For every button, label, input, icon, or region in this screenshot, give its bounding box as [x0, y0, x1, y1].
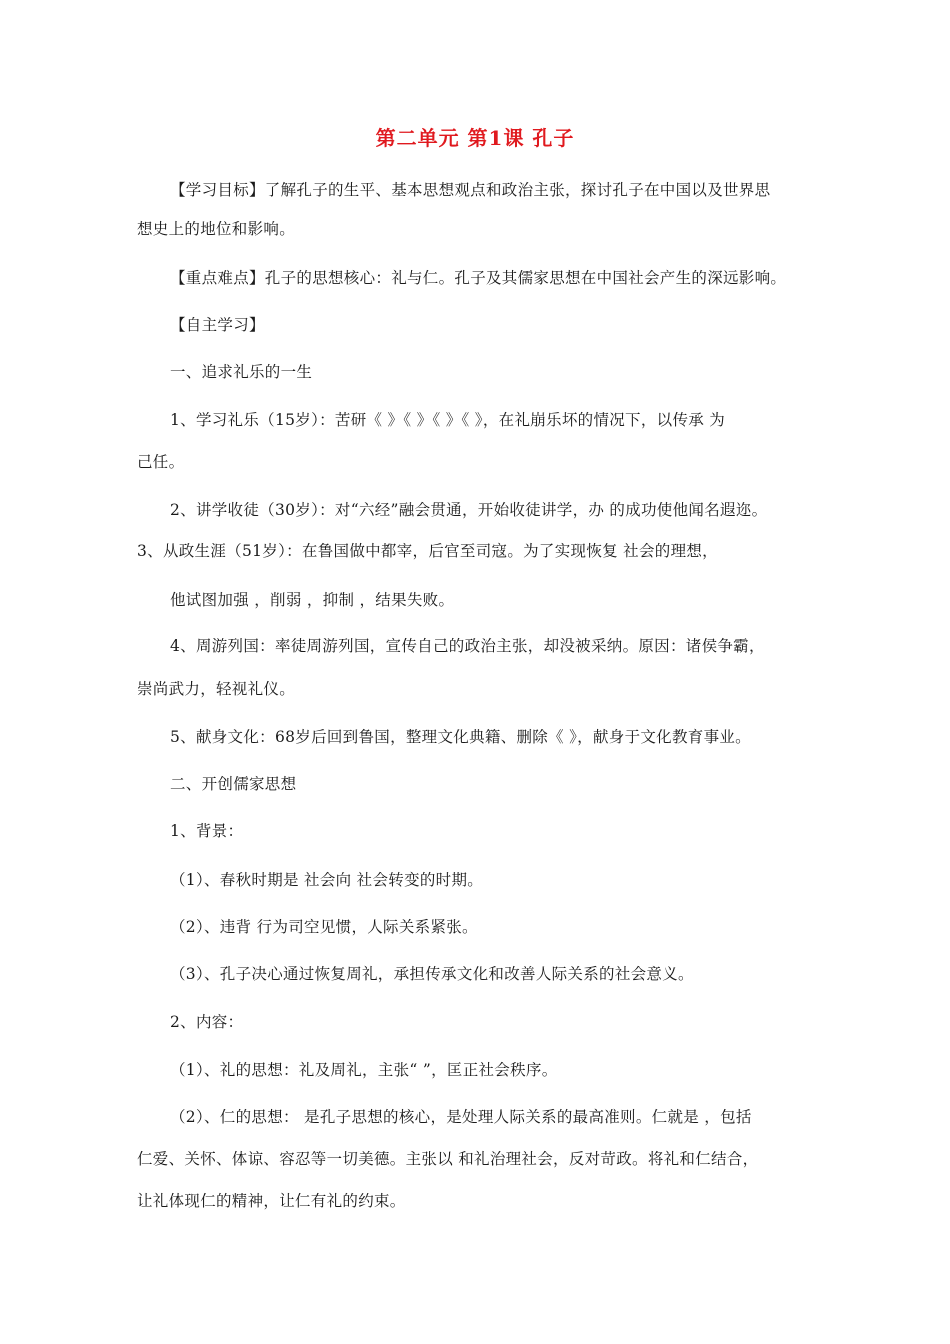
content-item-2-line-1: （2）、仁的思想： 是孔子思想的核心，是处理人际关系的最高准则。仁就是 ，包括: [170, 1108, 752, 1126]
learning-goals-line-1: 【学习目标】了解孔子的生平、基本思想观点和政治主张，探讨孔子在中国以及世界思: [170, 181, 771, 199]
item-3-line-1: 3、从政生涯（51岁）：在鲁国做中都宰，后官至司寇。为了实现恢复 社会的理想，: [137, 542, 718, 560]
item-1-line-1: 1、学习礼乐（15岁）：苦研《 》《 》《 》《 》，在礼崩乐坏的情况下，以传承 为: [170, 411, 726, 429]
item-2-line: 2、讲学收徒（30岁）：对“六经”融会贯通，开始收徒讲学，办 的成功使他闻名遐迩。: [170, 501, 768, 519]
section-one-heading: 一、追求礼乐的一生: [170, 363, 313, 381]
item-4-line-2: 崇尚武力，轻视礼仪。: [137, 680, 296, 698]
item-3-line-2: 他试图加强 ，削弱 ，抑制 ，结果失败。: [170, 591, 455, 609]
item-1-line-2: 己任。: [137, 453, 185, 471]
learning-goals-line-2: 想史上的地位和影响。: [137, 220, 296, 238]
background-item-2: （2）、违背 行为司空见惯，人际关系紧张。: [170, 918, 478, 936]
content-heading: 2、内容：: [170, 1013, 244, 1031]
key-points-line: 【重点难点】孔子的思想核心：礼与仁。孔子及其儒家思想在中国社会产生的深远影响。: [170, 269, 787, 287]
page-title: 第二单元 第1课 孔子: [375, 126, 575, 150]
background-item-1: （1）、春秋时期是 社会向 社会转变的时期。: [170, 871, 484, 889]
content-item-2-line-3: 让礼体现仁的精神，让仁有礼的约束。: [137, 1192, 406, 1210]
self-study-heading: 【自主学习】: [170, 316, 265, 334]
background-heading: 1、背景：: [170, 822, 244, 840]
content-item-1: （1）、礼的思想：礼及周礼，主张“ ”，匡正社会秩序。: [170, 1061, 558, 1079]
item-4-line-1: 4、周游列国：率徒周游列国，宣传自己的政治主张，却没被采纳。原因：诸侯争霸，: [170, 637, 765, 655]
item-5-line: 5、献身文化：68岁后回到鲁国，整理文化典籍、删除《 》，献身于文化教育事业。: [170, 728, 751, 746]
content-item-2-line-2: 仁爱、关怀、体谅、容忍等一切美德。主张以 和礼治理社会，反对苛政。将礼和仁结合，: [137, 1150, 759, 1168]
section-two-heading: 二、开创儒家思想: [170, 775, 297, 793]
background-item-3: （3）、孔子决心通过恢复周礼，承担传承文化和改善人际关系的社会意义。: [170, 965, 694, 983]
